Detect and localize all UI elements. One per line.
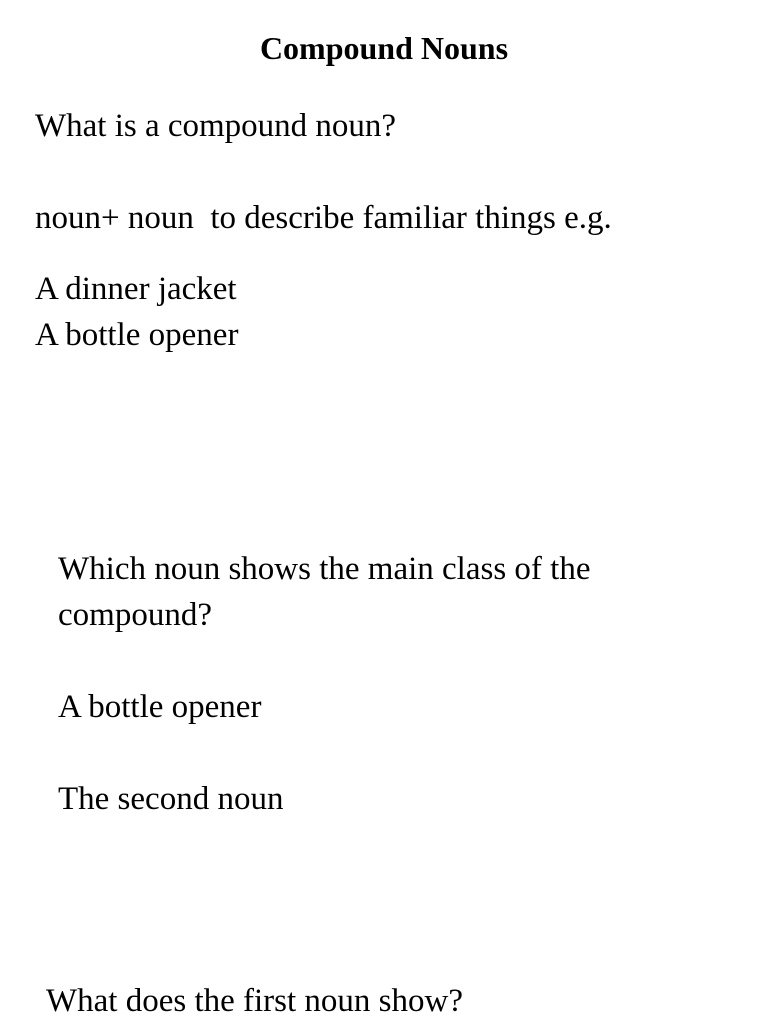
example-item: A dinner jacket [35,271,237,307]
question-main-class-line-1: Which noun shows the main class of the [58,551,591,587]
example-bottle-opener: A bottle opener [58,689,262,725]
answer-second-noun: The second noun [58,781,284,817]
question-first-noun: What does the first noun show? [46,983,463,1019]
definition-text: noun+ noun to describe familiar things e.g. [35,200,612,236]
question-what-is-compound-noun: What is a compound noun? [35,108,397,144]
example-item: A bottle opener [35,317,239,353]
page-title: Compound Nouns [259,30,509,66]
question-main-class-line-2: compound? [58,597,212,633]
